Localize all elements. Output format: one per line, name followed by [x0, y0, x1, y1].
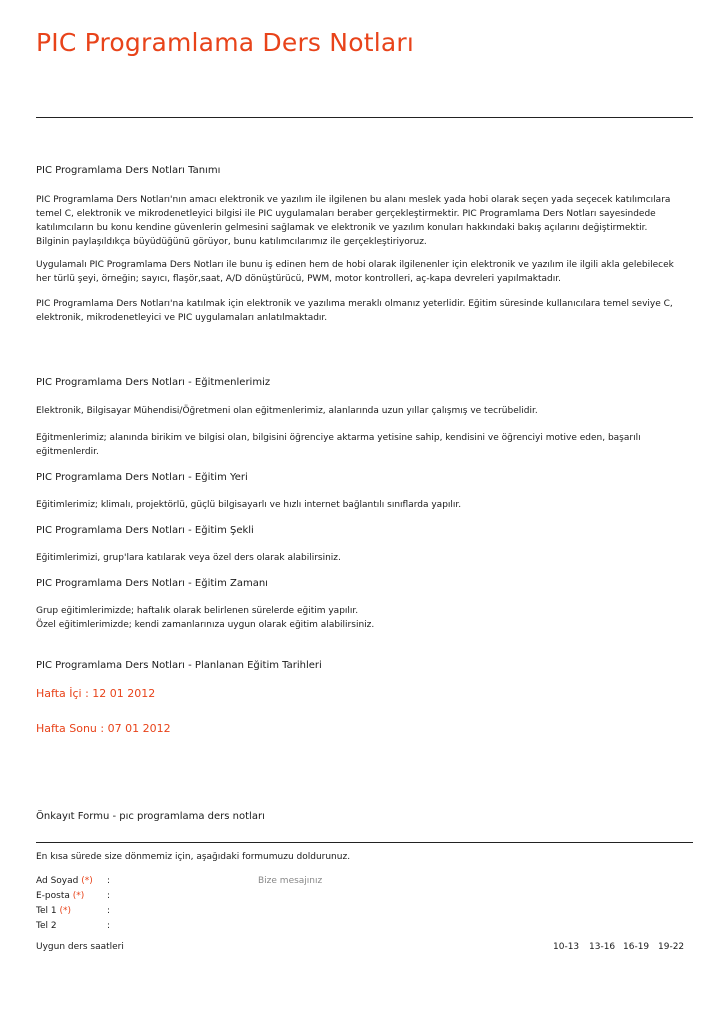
- form-heading: Önkayıt Formu - pıc programlama ders notları: [36, 811, 265, 822]
- text-line: her türlü şeyi, örneğin; sayıcı, flaşör,saat, A/D dönüştürücü, PWM, motor kontrolleri, aç-kapa devreleri yapılmaktadır.: [36, 274, 562, 284]
- required-mark: (*): [72, 891, 85, 901]
- colon: :: [107, 906, 111, 916]
- tel2-label: Tel 2: [36, 921, 57, 931]
- field-label-text: Ad Soyad: [36, 876, 79, 886]
- title-divider: [36, 117, 693, 118]
- text-line: Bilginin paylaşıldıkça büyüdüğünü görüyor, bunu katılımcılarımız ile gerçekleştiriyoruz.: [36, 237, 427, 247]
- text-line: Grup eğitimlerimizde; haftalık olarak belirlenen sürelerde eğitim yapılır.: [36, 606, 359, 616]
- tanimi-paragraph-1: [36, 193, 692, 249]
- hours-label: Uygun ders saatleri: [36, 942, 124, 952]
- page-title: PIC Programlama Ders Notları: [36, 28, 414, 57]
- message-field[interactable]: Bize mesajınız: [258, 876, 323, 886]
- field-label-text: E-posta: [36, 891, 70, 901]
- section-heading-zamani: PIC Programlama Ders Notları - Eğitim Zamanı: [36, 578, 268, 589]
- hour-slot-19-22[interactable]: 19-22: [658, 942, 685, 952]
- text-line: eğitmenlerdir.: [36, 447, 99, 457]
- text-line: Uygulamalı PIC Programlama Ders Notları ile bunu iş edinen hem de hobi olarak ilgilenenler için elektronik ve yazılım ile ilgili akla gelebilecek: [36, 260, 674, 270]
- hour-slot-10-13[interactable]: 10-13: [553, 942, 580, 952]
- colon: :: [107, 876, 111, 886]
- colon: :: [107, 891, 111, 901]
- section-heading-egitmenler: PIC Programlama Ders Notları - Eğitmenlerimiz: [36, 377, 271, 388]
- field-label-text: Tel 1: [36, 906, 57, 916]
- text-line: Özel eğitimlerimizde; kendi zamanlarınıza uygun olarak eğitim alabilirsiniz.: [36, 620, 375, 630]
- form-divider: [36, 842, 693, 843]
- text-line: PIC Programlama Ders Notları'nın amacı elektronik ve yazılım ile ilgilenen bu alanı meslek yada hobi olarak seçen yada seçecek katılımcılara: [36, 195, 671, 205]
- weekday-date: Hafta İçi : 12 01 2012: [36, 687, 156, 700]
- section-heading-tarihler: PIC Programlama Ders Notları - Planlanan Eğitim Tarihleri: [36, 660, 322, 671]
- required-mark: (*): [59, 906, 71, 916]
- yeri-paragraph: Eğitimlerimiz; klimalı, projektörlü, güçlü bilgisayarlı ve hızlı internet bağlantılı sınıflarda yapılır.: [36, 500, 462, 510]
- colon: :: [107, 921, 111, 931]
- hour-slot-16-19[interactable]: 16-19: [623, 942, 650, 952]
- text-line: Eğitmenlerimiz; alanında birikim ve bilgisi olan, bilgisini öğrenciye aktarma yetisine sahip, kendisini ve öğrenciyi motive eden, başarılı: [36, 433, 641, 443]
- egitmen-paragraph-2: [36, 431, 692, 459]
- text-line: temel C, elektronik ve mikrodenetleyici bilgisi ile PIC uygulamaları beraber gerçekleştirmektir. PIC Programlama Ders Notları sayesindede: [36, 209, 656, 219]
- tanimi-paragraph-2: [36, 258, 692, 286]
- section-heading-sekli: PIC Programlama Ders Notları - Eğitim Şekli: [36, 525, 254, 536]
- tel1-label: [36, 906, 71, 916]
- name-label: [36, 876, 93, 886]
- form-intro: En kısa sürede size dönmemiz için, aşağıdaki formumuzu doldurunuz.: [36, 852, 351, 862]
- text-line: PIC Programlama Ders Notları'na katılmak için elektronik ve yazılıma meraklı olmanız yeterlidir. Eğitim süresinde kullanıcılara temel seviye C,: [36, 299, 673, 309]
- hour-slot-13-16[interactable]: 13-16: [589, 942, 616, 952]
- text-line: elektronik, mikrodenetleyici ve PIC uygulamaları anlatılmaktadır.: [36, 313, 328, 323]
- egitmen-paragraph-1: Elektronik, Bilgisayar Mühendisi/Öğretmeni olan eğitmenlerimiz, alanlarında uzun yıllar çalışmış ve tecrübelidir.: [36, 406, 538, 416]
- tanimi-paragraph-3: [36, 297, 692, 325]
- zamani-paragraph: [36, 604, 692, 632]
- sekli-paragraph: Eğitimlerimizi, grup'lara katılarak veya özel ders olarak alabilirsiniz.: [36, 553, 341, 563]
- weekend-date: Hafta Sonu : 07 01 2012: [36, 722, 171, 735]
- email-label: [36, 891, 84, 901]
- required-mark: (*): [81, 876, 93, 886]
- section-heading-yeri: PIC Programlama Ders Notları - Eğitim Yeri: [36, 472, 248, 483]
- text-line: katılımcıların bu konu kendine güvenlerin gelmesini sağlamak ve elektronik ve yazılım konuları hakkındaki bakış açılarını değiştirmektir.: [36, 223, 648, 233]
- section-heading-tanimi: PIC Programlama Ders Notları Tanımı: [36, 165, 221, 176]
